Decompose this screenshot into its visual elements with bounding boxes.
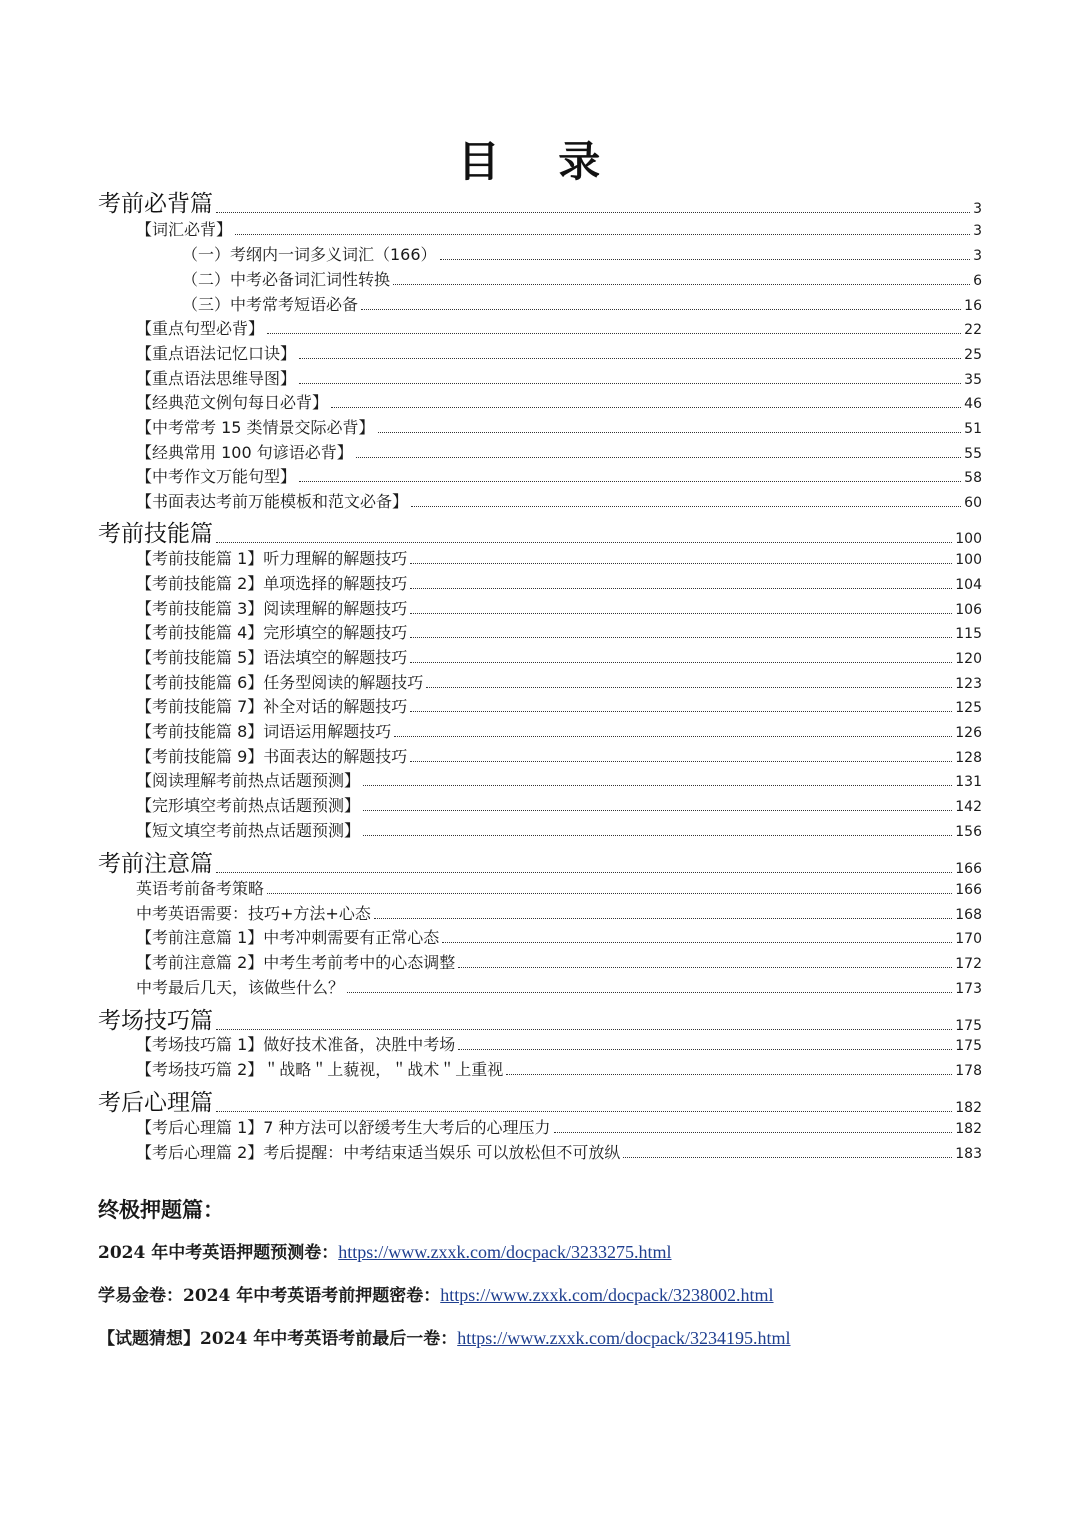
toc-page-number: 3 [973,248,982,264]
prediction-link-label: 【试题猜想】2024 年中考英语考前最后一卷： [98,1329,458,1349]
toc-page-number: 183 [955,1146,982,1162]
toc-page-number: 175 [955,1038,982,1054]
toc-page-number: 173 [955,981,982,997]
dot-leader [331,407,961,408]
dot-leader [410,613,952,614]
toc-entry[interactable] [136,771,982,791]
toc-page-number: 166 [955,882,982,898]
dot-leader [216,1029,952,1030]
dot-leader [442,942,952,943]
dot-leader [216,872,952,873]
dot-leader [216,542,952,543]
dot-leader [506,1074,952,1075]
prediction-link-row [98,1240,672,1265]
toc-entry[interactable] [136,574,982,594]
toc-entry[interactable] [182,270,982,290]
prediction-link-url[interactable]: https://www.zxxk.com/docpack/3234195.html [457,1328,791,1348]
toc-entry-label: 考后心理篇 [98,1090,213,1116]
toc-entry[interactable] [136,1143,982,1163]
toc-section-heading[interactable] [98,190,982,218]
toc-page-number: 178 [955,1063,982,1079]
toc-entry[interactable] [136,369,982,389]
dot-leader [440,259,971,260]
toc-page-number: 131 [955,774,982,790]
toc-entry-label: 【考前技能篇 1】听力理解的解题技巧 [136,549,408,568]
toc-page-number: 142 [955,799,982,815]
dot-leader [410,563,952,564]
toc-entry[interactable] [136,648,982,668]
toc-entry-label: 【考前注意篇 1】中考冲刺需要有正常心态 [136,928,440,947]
toc-entry[interactable] [136,1118,982,1138]
toc-entry[interactable] [136,344,982,364]
prediction-link-url[interactable]: https://www.zxxk.com/docpack/3238002.html [440,1285,774,1305]
toc-entry-label: 【中考作文万能句型】 [136,467,297,486]
toc-entry[interactable] [136,1060,982,1080]
toc-entry[interactable] [136,879,982,899]
dot-leader [410,761,952,762]
toc-entry-label: 考场技巧篇 [98,1008,213,1034]
toc-entry-label: 【考场技巧篇 2】＂战略＂上藐视，＂战术＂上重视 [136,1060,504,1079]
toc-entry-label: 【考场技巧篇 1】做好技术准备，决胜中考场 [136,1035,456,1054]
dot-leader [299,358,961,359]
toc-page-number: 168 [955,907,982,923]
toc-section-heading[interactable] [98,850,982,878]
toc-entry-label: 【重点语法记忆口诀】 [136,344,297,363]
dot-leader [299,383,961,384]
toc-entry[interactable] [136,1035,982,1055]
toc-page-number: 166 [955,861,982,877]
toc-entry[interactable] [136,418,982,438]
toc-entry-label: 【考前技能篇 2】单项选择的解题技巧 [136,574,408,593]
dot-leader [378,432,962,433]
toc-entry-label: （二）中考必备词汇词性转换 [182,270,391,289]
toc-entry-label: 【考后心理篇 2】考后提醒：中考结束适当娱乐 可以放松但不可放纵 [136,1143,621,1162]
toc-page-number: 182 [955,1121,982,1137]
prediction-link-row [98,1283,774,1308]
dot-leader [410,637,952,638]
toc-page-number: 123 [955,676,982,692]
toc-entry-label: 【重点句型必背】 [136,319,265,338]
dot-leader [363,810,952,811]
toc-entry-label: 【完形填空考前热点话题预测】 [136,796,361,815]
prediction-link-label: 学易金卷：2024 年中考英语考前押题密卷： [98,1286,441,1306]
toc-page-number: 3 [973,201,982,217]
toc-entry[interactable] [136,821,982,841]
toc-entry-label: 【短文填空考前热点话题预测】 [136,821,361,840]
dot-leader [426,687,952,688]
toc-entry-label: 【考前技能篇 5】语法填空的解题技巧 [136,648,408,667]
toc-page-number: 106 [955,602,982,618]
toc-entry-label: 【考前注意篇 2】中考生考前考中的心态调整 [136,953,456,972]
toc-page-number: 126 [955,725,982,741]
toc-entry-label: 【重点语法思维导图】 [136,369,297,388]
toc-entry[interactable] [136,953,982,973]
toc-page-number: 60 [964,495,982,511]
dot-leader [623,1157,952,1158]
toc-entry[interactable] [136,220,982,240]
toc-page-number: 3 [973,223,982,239]
toc-entry[interactable] [136,467,982,487]
dot-leader [411,506,961,507]
toc-page-number: 35 [964,372,982,388]
dot-leader [393,284,970,285]
toc-page-number: 6 [973,273,982,289]
page-title: 目 录 [457,137,623,186]
final-predictions-section [98,1196,998,1349]
prediction-link-label: 2024 年中考英语押题预测卷： [98,1243,339,1263]
toc-page-number: 125 [955,700,982,716]
toc-entry-label: 【考前技能篇 9】书面表达的解题技巧 [136,747,408,766]
dot-leader [410,711,952,712]
dot-leader [410,588,952,589]
toc-entry-label: 考前注意篇 [98,851,213,877]
toc-entry[interactable] [136,722,982,742]
toc-page-number: 128 [955,750,982,766]
toc-entry[interactable] [136,492,982,512]
toc-entry-label: 【词汇必背】 [136,220,233,239]
toc-entry-label: 【考前技能篇 6】任务型阅读的解题技巧 [136,673,424,692]
toc-section-heading[interactable] [98,1007,982,1035]
toc-page-number: 182 [955,1100,982,1116]
toc-section-heading[interactable] [98,520,982,548]
prediction-link-row [98,1326,791,1351]
toc-entry-label: 考前技能篇 [98,521,213,547]
dot-leader [458,967,952,968]
toc-page-number: 172 [955,956,982,972]
toc-entry-label: 【考前技能篇 3】阅读理解的解题技巧 [136,599,408,618]
toc-entry-label: 中考最后几天，该做些什么？ [136,978,345,997]
toc-entry-label: 【经典范文例句每日必背】 [136,393,329,412]
toc-entry[interactable] [136,623,982,643]
toc-page-number: 115 [955,626,982,642]
dot-leader [458,1049,952,1050]
dot-leader [216,1111,952,1112]
final-predictions-heading: 终极押题篇： [98,1197,224,1222]
dot-leader [554,1132,953,1133]
toc-page-number: 100 [955,531,982,547]
dot-leader [356,457,961,458]
dot-leader [216,212,970,213]
toc-entry[interactable] [136,549,982,569]
toc-page-number: 55 [964,446,982,462]
toc-entry-label: （一）考纲内一词多义词汇（166） [182,245,437,264]
dot-leader [361,309,961,310]
toc-entry-label: （三）中考常考短语必备 [182,295,359,314]
dot-leader [394,736,952,737]
toc-entry-label: 【考前技能篇 4】完形填空的解题技巧 [136,623,408,642]
toc-entry[interactable] [136,928,982,948]
toc-entry[interactable] [136,393,982,413]
toc-page-number: 170 [955,931,982,947]
toc-entry[interactable] [182,245,982,265]
dot-leader [267,893,952,894]
dot-leader [363,835,952,836]
toc-page-number: 16 [964,298,982,314]
toc-page-number: 25 [964,347,982,363]
toc-entry[interactable] [182,295,982,315]
toc-page-number: 100 [955,552,982,568]
toc-page-number: 46 [964,396,982,412]
toc-entry[interactable] [136,904,982,924]
toc-page-number: 51 [964,421,982,437]
toc-entry-label: 【阅读理解考前热点话题预测】 [136,771,361,790]
dot-leader [363,785,952,786]
toc-entry[interactable] [136,443,982,463]
toc-entry[interactable] [136,747,982,767]
toc-page-number: 22 [964,322,982,338]
dot-leader [347,992,952,993]
toc-entry-label: 英语考前备考策略 [136,879,265,898]
toc-page-number: 175 [955,1018,982,1034]
toc-page-number: 104 [955,577,982,593]
toc-page-number: 58 [964,470,982,486]
dot-leader [235,234,970,235]
toc-entry-label: 【书面表达考前万能模板和范文必备】 [136,492,409,511]
dot-leader [299,481,961,482]
toc-entry[interactable] [136,319,982,339]
toc-entry-label: 【考后心理篇 1】7 种方法可以舒缓考生大考后的心理压力 [136,1118,551,1137]
toc-entry[interactable] [136,599,982,619]
dot-leader [374,918,952,919]
prediction-link-url[interactable]: https://www.zxxk.com/docpack/3233275.html [338,1242,672,1262]
toc-entry[interactable] [136,697,982,717]
toc-entry-label: 考前必背篇 [98,191,213,217]
toc-entry-label: 【经典常用 100 句谚语必背】 [136,443,353,462]
toc-entry-label: 【考前技能篇 7】补全对话的解题技巧 [136,697,408,716]
toc-entry[interactable] [136,673,982,693]
dot-leader [410,662,952,663]
toc-entry-label: 【考前技能篇 8】词语运用解题技巧 [136,722,392,741]
toc-section-heading[interactable] [98,1089,982,1117]
toc-entry[interactable] [136,978,982,998]
toc-page-number: 120 [955,651,982,667]
toc-entry-label: 中考英语需要：技巧+方法+心态 [136,904,371,923]
dot-leader [267,333,961,334]
toc-entry[interactable] [136,796,982,816]
toc-entry-label: 【中考常考 15 类情景交际必背】 [136,418,375,437]
toc-page-number: 156 [955,824,982,840]
